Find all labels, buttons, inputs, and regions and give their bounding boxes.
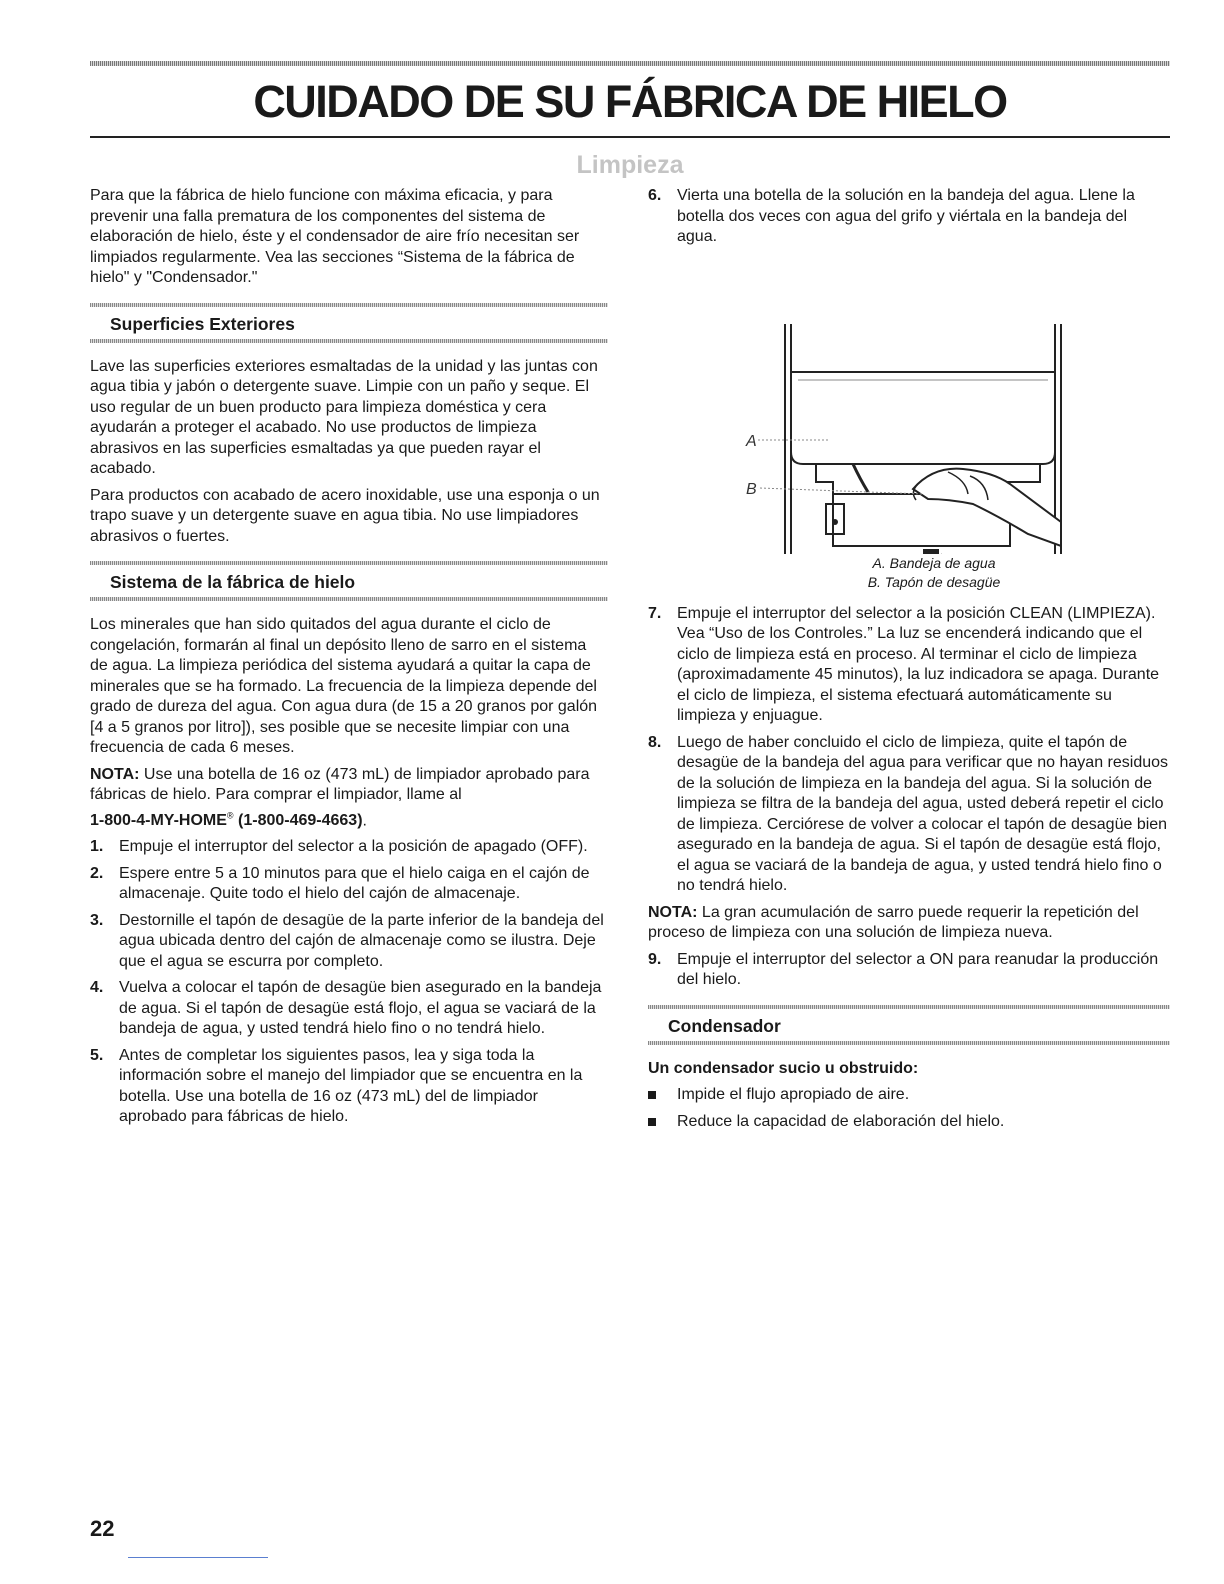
step-number: 9. <box>648 950 662 968</box>
left-column <box>90 186 608 1134</box>
bottom-rule <box>128 1557 268 1558</box>
bullet-square-icon <box>648 1085 677 1106</box>
intro-paragraph: Para que la fábrica de hielo funcione con máxima eficacia, y para prevenir una falla prematura de los componentes del sistema de elaboración de hielo, éste y el condensador de aire frío necesitan ser limpiados regularmente. Vea las secciones “Sistema de la fábrica de hielo" y "Condensador." <box>90 187 580 286</box>
heading-superficies-exteriores: Superficies Exteriores <box>90 303 608 343</box>
list-item <box>648 733 1170 897</box>
condensador-bullets <box>648 1085 1170 1132</box>
bullet-text: Impide el flujo apropiado de aire. <box>677 1086 910 1103</box>
page-title: CUIDADO DE SU FÁBRICA DE HIELO <box>253 76 1007 127</box>
step-number: 5. <box>90 1046 104 1064</box>
steps-list-right-final <box>648 950 1170 991</box>
list-item <box>648 604 1170 727</box>
step-text: Espere entre 5 a 10 minutos para que el hielo caiga en el cajón de almacenaje. Quite todo el hielo del cajón de almacenaje. <box>119 864 590 903</box>
heading-condensador: Condensador <box>648 1005 1170 1045</box>
caption-a: A. Bandeja de agua <box>872 554 996 571</box>
step-number: 6. <box>648 187 662 204</box>
bullet-text: Reduce la capacidad de elaboración del hielo. <box>677 1112 1005 1130</box>
nota-text: La gran acumulación de sarro puede requerir la repetición del proceso de limpieza con una solución de limpieza nueva. <box>648 903 1139 941</box>
step-number: 8. <box>648 733 662 751</box>
phone-numeric: (1-800-469-4663) <box>233 811 363 829</box>
phone-period: . <box>362 811 367 829</box>
list-item <box>90 911 608 973</box>
right-column <box>648 186 1170 1138</box>
steps-list-right-top <box>648 186 1170 248</box>
steps-list-left <box>90 837 608 1128</box>
sistema-paragraph: Los minerales que han sido quitados del agua durante el ciclo de congelación, formarán al final un depósito lleno de sarro en el sistema de agua. La limpieza periódica del sistema ayudará a quitar la capa de minerales que se ha formado. La frecuencia de la limpieza depende del grado de dureza del agua. Con agua dura (de 15 a 20 granos por galón [4 a 5 granos por litro]), ses posible que se necesite limpiar con una frecuencia de cada 6 meses. <box>90 616 598 756</box>
step-number: 7. <box>648 604 662 622</box>
list-item <box>90 864 608 905</box>
list-item <box>90 837 608 858</box>
nota-sarro <box>648 903 1170 944</box>
list-item <box>648 950 1170 991</box>
top-dotted-rule <box>90 61 1170 66</box>
steps-list-right <box>648 604 1170 897</box>
exteriores-paragraph-2: Para productos con acabado de acero inoxidable, use una esponja o un trapo suave y un detergente suave en agua tibia. No use limpiadores abrasivos o fuertes. <box>90 486 600 545</box>
nota-limpiador <box>90 765 608 832</box>
caption-b: B. Tapón de desagüe <box>867 573 1001 590</box>
nota-label: NOTA: <box>648 903 698 921</box>
registered-mark: ® <box>226 810 234 821</box>
condensador-lead: Un condensador sucio u obstruido: <box>648 1059 919 1077</box>
list-item <box>90 1046 608 1128</box>
step-text: Empuje el interruptor del selector a la posición CLEAN (LIMPIEZA). Vea “Uso de los Controles.” La luz se encenderá indicando que el ciclo de limpieza está en proceso. Al terminar el ciclo de limpieza (aproximadamente 45 minutos), la luz indicadora se apaga. Durante el ciclo de limpieza, el sistema efectuará automáticamente su limpieza y enjuague. <box>677 604 1160 724</box>
phone-number <box>90 812 363 829</box>
list-item <box>648 1085 1170 1106</box>
tray-drawing <box>648 254 1170 554</box>
step-text: Destornille el tapón de desagüe de la parte inferior de la bandeja del agua ubicada dentro del cajón de almacenaje como se ilustra. Deje que el agua se escurra por completo. <box>119 911 604 970</box>
figure-captions <box>698 554 1170 592</box>
step-number: 1. <box>90 838 104 856</box>
step-text: Vierta una botella de la solución en la bandeja del agua. Llene la botella dos veces con agua del grifo y viértala en la bandeja del agua. <box>677 187 1135 245</box>
heading-sistema-fabrica-hielo: Sistema de la fábrica de hielo <box>90 561 608 601</box>
step-text: Empuje el interruptor del selector a la posición de apagado (OFF). <box>119 838 588 856</box>
water-tray-illustration <box>648 254 1170 554</box>
nota-text: Use una botella de 16 oz (473 mL) de limpiador aprobado para fábricas de hielo. Para comprar el limpiador, llame al <box>90 765 590 803</box>
label-a: A <box>746 432 757 450</box>
list-item <box>648 186 1170 248</box>
bullet-square-icon <box>648 1112 677 1133</box>
section-title: Limpieza <box>576 151 684 179</box>
step-number: 4. <box>90 979 104 997</box>
step-number: 2. <box>90 864 104 882</box>
step-text: Vuelva a colocar el tapón de desagüe bien asegurado en la bandeja de agua. Si el tapón de desagüe está flojo, el agua se vaciará de la bandeja de agua, y usted tendrá hielo fino o no tendrá hielo. <box>119 979 602 1038</box>
list-item <box>90 978 608 1040</box>
step-text: Antes de completar los siguientes pasos, lea y siga toda la información sobre el manejo del limpiador que se encuentra en la botella. Use una botella de 16 oz (473 mL) del de limpiador aprobado para fábricas de hielo. <box>119 1046 583 1126</box>
page-number: 22 <box>90 1516 115 1541</box>
label-b: B <box>746 480 757 498</box>
step-text: Luego de haber concluido el ciclo de limpieza, quite el tapón de desagüe de la bandeja del agua para verificar que no hayan residuos de la solución de limpieza en la bandeja del agua. Si la solución de limpieza se filtra de la bandeja del agua, usted deberá repetir el ciclo de limpieza. Cerciórese de volver a colocar el tapón de desagüe bien asegurado en la bandeja de agua. Si el tapón de desagüe está flojo, el agua se vaciará de la bandeja de agua, y usted tendrá hielo fino o no tendrá hielo. <box>677 733 1169 894</box>
nota-label: NOTA: <box>90 765 140 783</box>
step-number: 3. <box>90 911 104 929</box>
title-rule <box>90 136 1170 138</box>
exteriores-paragraph-1: Lave las superficies exteriores esmaltadas de la unidad y las juntas con agua tibia y jabón o detergente suave. Limpie con un paño y seque. El uso regular de un buen producto para limpieza doméstica y cera ayudarán a proteger el acabado. No use productos de limpieza abrasivos en las superficies esmaltadas ya que pueden rayar el acabado. <box>90 357 598 477</box>
step-text: Empuje el interruptor del selector a ON para reanudar la producción del hielo. <box>677 950 1159 988</box>
list-item <box>648 1112 1170 1133</box>
phone-main: 1-800-4-MY-HOME <box>90 811 227 829</box>
